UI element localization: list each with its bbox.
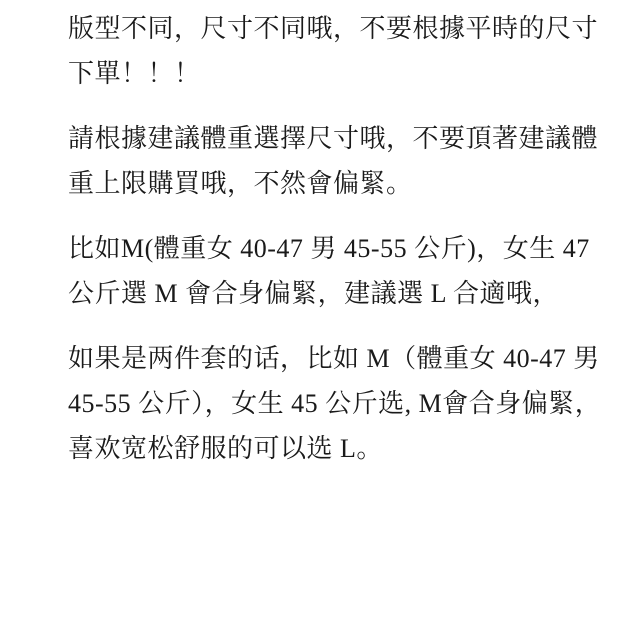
- paragraph-weight-guidance: 請根據建議體重選擇尺寸哦，不要頂著建議體重上限購買哦，不然會偏緊。: [68, 124, 599, 198]
- paragraph-two-piece-set-example: 如果是两件套的话，比如 M（體重女 40-47 男 45-55 公斤），女生 45 公斤选, M會合身偏緊，喜欢宽松舒服的可以选 L。: [68, 344, 602, 463]
- paragraph-sizing-warning: 版型不同，尺寸不同哦，不要根據平時的尺寸下單！！！: [68, 14, 599, 88]
- paragraph-size-example: 比如M(體重女 40-47 男 45-55 公斤)，女生 47 公斤選 M 會合身偏緊，建議選 L 合適哦，: [68, 234, 590, 308]
